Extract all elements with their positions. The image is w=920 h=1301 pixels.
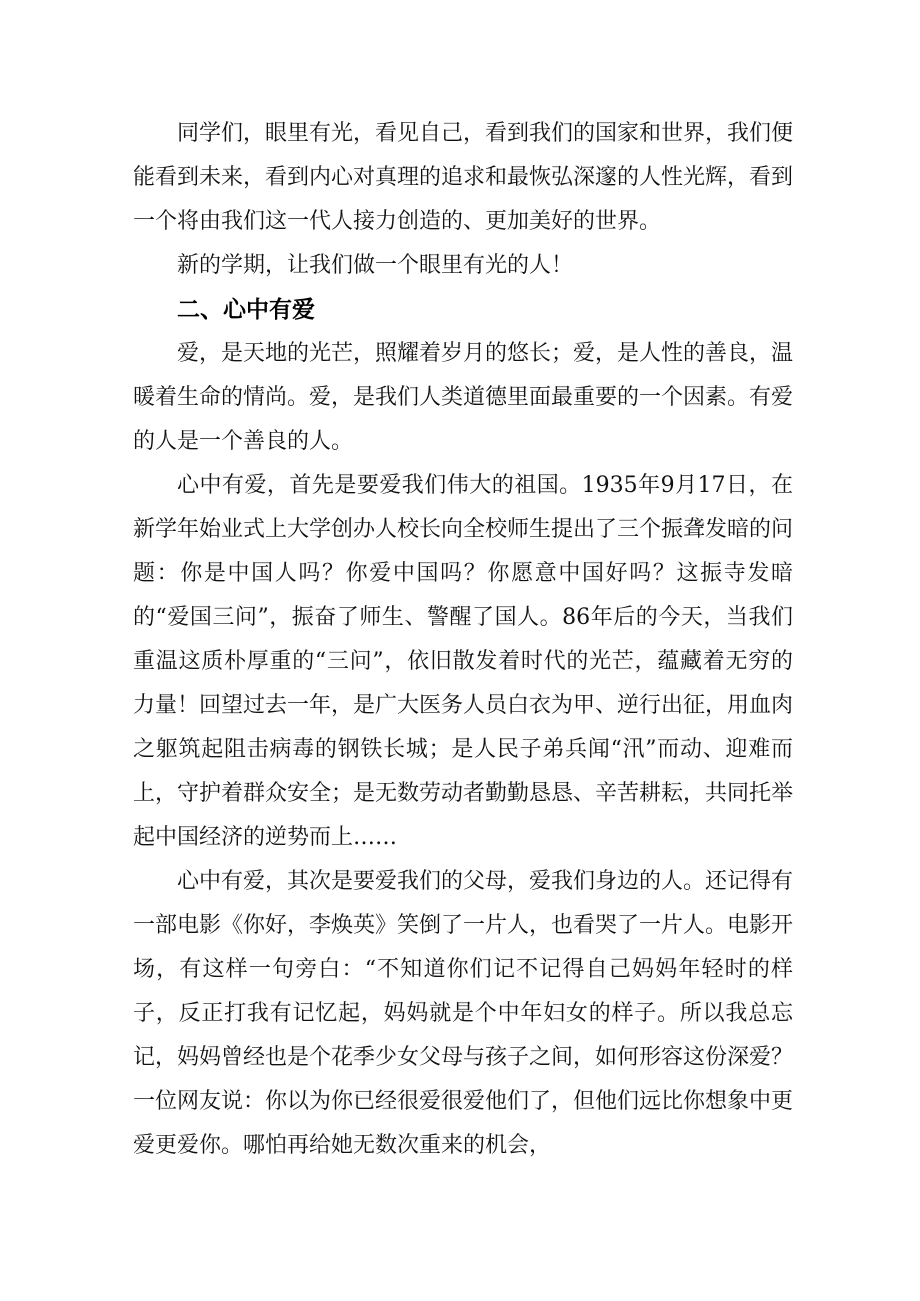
paragraph-2: 新的学期，让我们做一个眼里有光的人！ xyxy=(177,253,574,278)
paragraph-3: 爱，是天地的光芒，照耀着岁月的悠长；爱，是人性的善良，温暖着生命的情尚。爱，是我们人类道德里面最重要的一个因素。有爱的人是一个善良的人。 xyxy=(133,341,794,454)
paragraph-4: 心中有爱，首先是要爱我们伟大的祖国。1935年9月17日，在新学年始业式上大学创办人校长向全校师生提出了三个振聋发暗的问题：你是中国人吗？你爱中国吗？你愿意中国好吗？这振寺发暗的“爱国三问”，振奋了师生、警醒了国人。86年后的今天，当我们重温这质朴厚重的“三问”，依旧散发着时代的光芒，蕴藏着无穷的力量！回望过去一年，是广大医务人员白衣为甲、逆行出征，用血肉之躯筑起阻击病毒的钢铁长城；是人民子弟兵闻“汛”而动、迎难而上，守护着群众安全；是无数劳动者勤勤恳恳、辛苦耕耘，共同托举起中国经济的逆势而上…… xyxy=(133,473,794,850)
paragraph-1: 同学们，眼里有光，看见自己，看到我们的国家和世界，我们便能看到未来，看到内心对真理的追求和最恢弘深邃的人性光辉，看到一个将由我们这一代人接力创造的、更加美好的世界。 xyxy=(133,121,794,234)
section-heading: 二、心中有爱 xyxy=(177,297,315,323)
paragraph-5: 心中有爱，其次是要爱我们的父母，爱我们身边的人。还记得有一部电影《你好，李焕英》笑倒了一片人，也看哭了一片人。电影开场，有这样一句旁白：“不知道你们记不记得自己妈妈年轻时的样子，反正打我有记忆起，妈妈就是个中年妇女的样子。所以我总忘记，妈妈曾经也是个花季少女父母与孩子之间，如何形容这份深爱？一位网友说：你以为你已经很爱很爱他们了，但他们远比你想象中更爱更爱你。哪怕再给她无数次重来的机会， xyxy=(133,869,794,1158)
document-body xyxy=(133,112,793,1168)
